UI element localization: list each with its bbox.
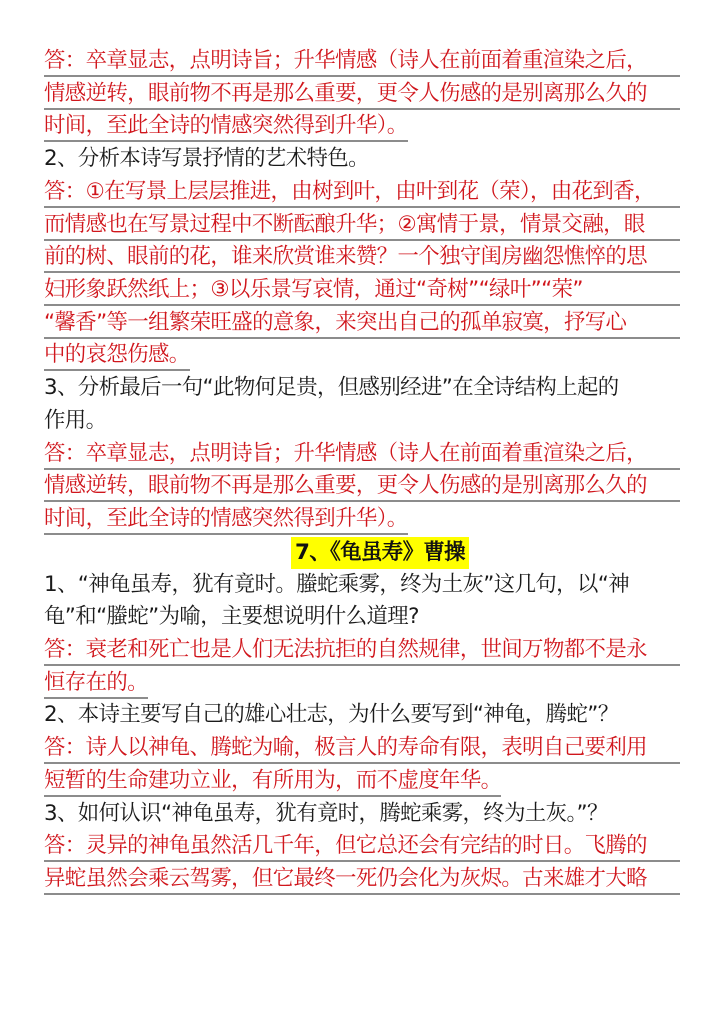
question-text: 2、分析本诗写景抒情的艺术特色。: [44, 146, 369, 172]
answer-text: 妇形象跃然纸上；③以乐景写哀情，通过“奇树”“绿叶”“荣”: [44, 275, 680, 306]
answer-text: 答：灵异的神龟虽然活几千年，但它总还会有完结的时日。飞腾的: [44, 831, 680, 862]
answer-text: 情感逆转，眼前物不再是那么重要，更令人伤感的是别离那么久的: [44, 79, 680, 110]
answer-text: 答：衰老和死亡也是人们无法抗拒的自然规律，世间万物都不是永: [44, 635, 680, 666]
section-heading: 7、《龟虽寿》曹操: [291, 537, 469, 569]
answer-line: [44, 635, 680, 668]
answer-text: 时间，至此全诗的情感突然得到升华）。: [44, 504, 408, 535]
question-text: 作用。: [44, 407, 107, 433]
answer-line: [44, 864, 680, 897]
answer-text: 情感逆转，眼前物不再是那么重要，更令人伤感的是别离那么久的: [44, 471, 680, 502]
question-text: 龟”和“螣蛇”为喻，主要想说明什么道理?: [44, 604, 419, 630]
answer-text: 短暂的生命建功立业，有所用为，而不虚度年华。: [44, 766, 501, 797]
answer-line: [44, 210, 680, 243]
answer-line: [44, 46, 680, 79]
answer-line: [44, 111, 680, 144]
answer-text: 而情感也在写景过程中不断酝酿升华；②寓情于景，情景交融，眼: [44, 210, 680, 241]
answer-line: [44, 668, 680, 701]
answer-line: [44, 79, 680, 112]
answer-line: [44, 471, 680, 504]
answer-text: 答：①在写景上层层推进，由树到叶，由叶到花（荣），由花到香，: [44, 177, 680, 208]
section-heading-row: [44, 537, 680, 570]
answer-text: “馨香”等一组繁荣旺盛的意象，来突出自己的孤单寂寞，抒写心: [44, 308, 680, 339]
answer-line: [44, 733, 680, 766]
question-text: 1、“神龟虽寿，犹有竟时。螣蛇乘雾，终为土灰”这几句，以“神: [44, 571, 630, 597]
answer-line: [44, 439, 680, 472]
answer-line: [44, 766, 680, 799]
answer-text: 答：诗人以神龟、腾蛇为喻，极言人的寿命有限，表明自己要利用: [44, 733, 680, 764]
answer-text: 中的哀怨伤感。: [44, 340, 190, 371]
answer-line: [44, 504, 680, 537]
answer-text: 答：卒章显志，点明诗旨；升华情感（诗人在前面着重渲染之后，: [44, 46, 680, 77]
question-text: 2、本诗主要写自己的雄心壮志，为什么要写到“神龟，腾蛇”？: [44, 702, 619, 728]
answer-text: 恒存在的。: [44, 668, 148, 699]
answer-line: [44, 831, 680, 864]
answer-line: [44, 275, 680, 308]
answer-text: 异蛇虽然会乘云驾雾，但它最终一死仍会化为灰烬。古来雄才大略: [44, 864, 680, 895]
document-page: [44, 46, 680, 897]
answer-line: [44, 242, 680, 275]
answer-line: [44, 340, 680, 373]
answer-text: 前的树、眼前的花，谁来欣赏谁来赞？一个独守闺房幽怨憔悴的思: [44, 242, 680, 273]
answer-line: [44, 177, 680, 210]
answer-text: 答：卒章显志，点明诗旨；升华情感（诗人在前面着重渲染之后，: [44, 439, 680, 470]
question-text: 3、分析最后一句“此物何足贵，但感别经进”在全诗结构上起的: [44, 375, 619, 401]
answer-line: [44, 308, 680, 341]
answer-text: 时间，至此全诗的情感突然得到升华）。: [44, 111, 408, 142]
question-text: 3、如何认识“神龟虽寿，犹有竟时，腾蛇乘雾，终为土灰。”？: [44, 800, 608, 826]
